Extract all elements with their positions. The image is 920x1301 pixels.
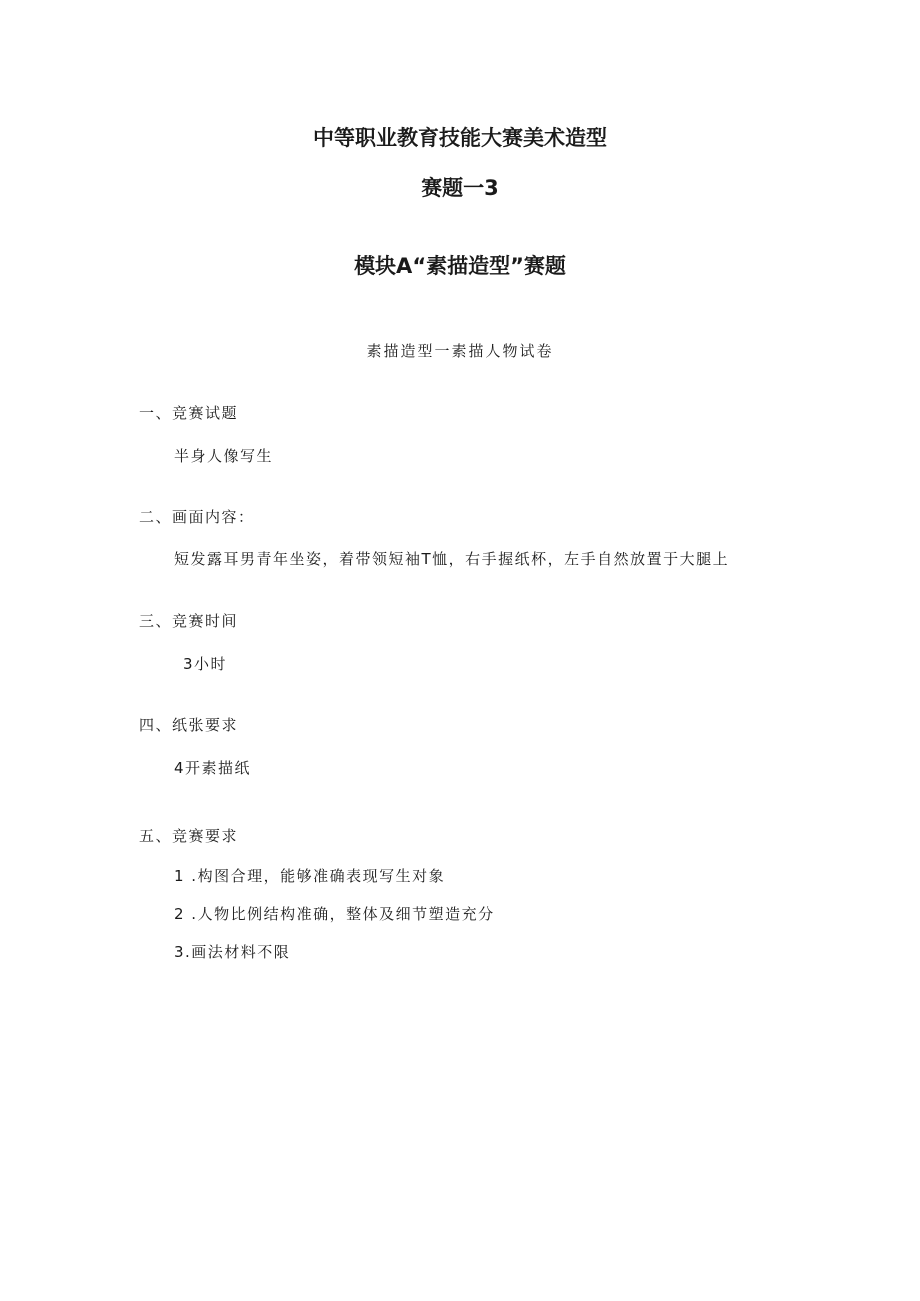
requirement-item: 3.画法材料不限 — [174, 943, 291, 961]
module-title: 模块A“素描造型”赛题 — [354, 254, 566, 278]
problem-number: 赛题一3 — [421, 176, 499, 200]
section-heading-picture-content: 二、画面内容： — [139, 508, 255, 526]
section-heading-competition-requirements: 五、竞赛要求 — [139, 827, 239, 845]
section-item: 3小时 — [183, 655, 228, 673]
section-item: 短发露耳男青年坐姿，着带领短袖T恤，右手握纸杯，左手自然放置于大腿上 — [174, 550, 730, 568]
section-heading-competition-time: 三、竞赛时间 — [139, 612, 239, 630]
section-item: 4开素描纸 — [174, 759, 252, 777]
requirement-item: 2 .人物比例结构准确，整体及细节塑造充分 — [174, 905, 495, 923]
paper-subtitle: 素描造型一素描人物试卷 — [366, 342, 554, 360]
requirement-item: 1 .构图合理，能够准确表现写生对象 — [174, 867, 446, 885]
section-item: 半身人像写生 — [174, 447, 274, 465]
section-heading-competition-topic: 一、竞赛试题 — [139, 404, 239, 422]
section-heading-paper-requirements: 四、纸张要求 — [139, 716, 239, 734]
document-title: 中等职业教育技能大赛美术造型 — [313, 126, 607, 150]
